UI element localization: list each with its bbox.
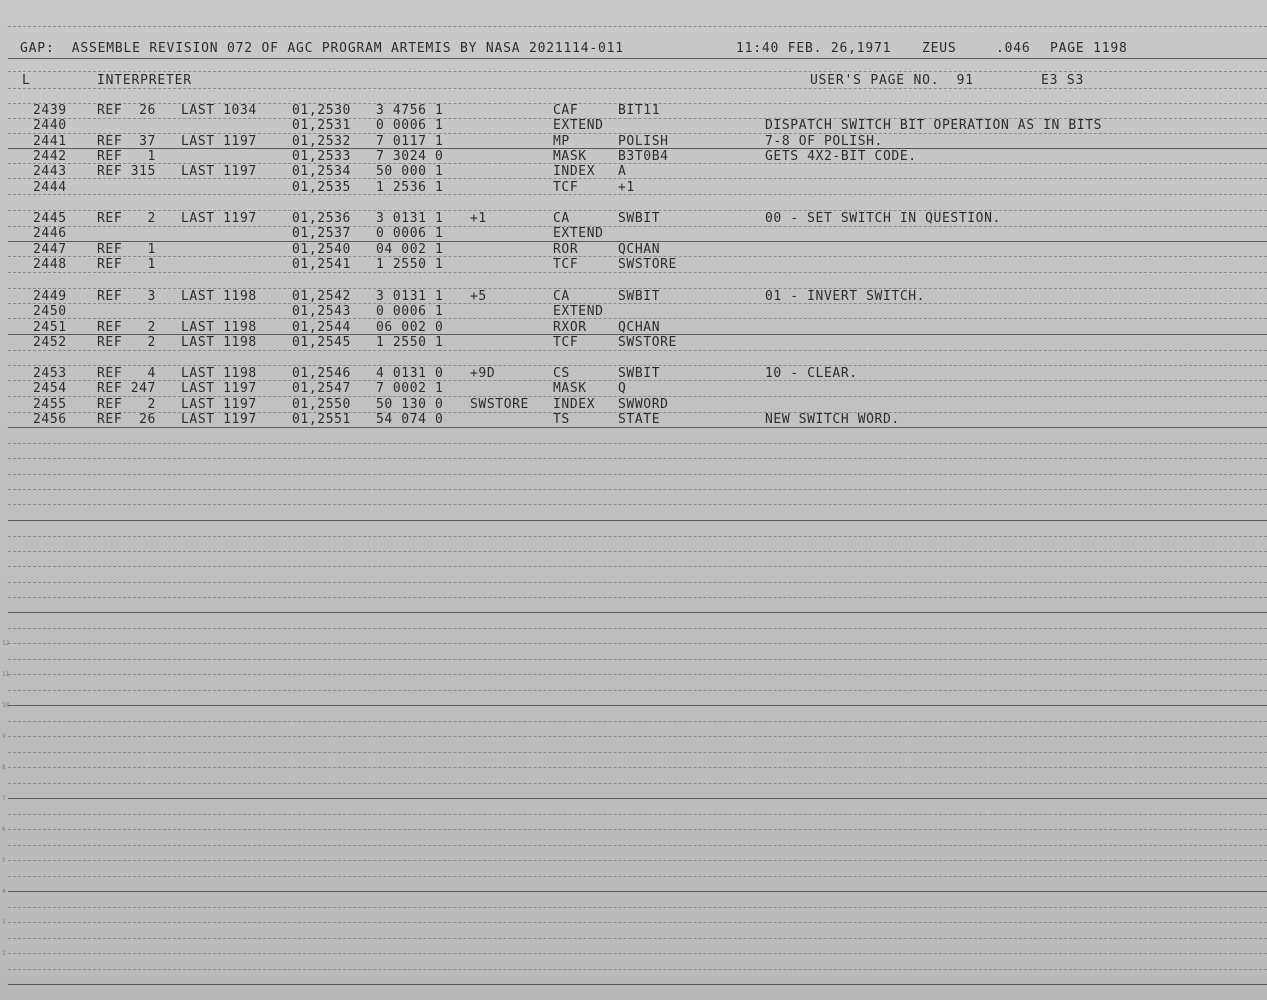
listing-opcode: ROR: [553, 241, 579, 257]
listing-last-ref: LAST 1034: [181, 103, 257, 118]
listing-label: +5: [470, 289, 487, 304]
listing-opcode: EXTEND: [553, 304, 604, 320]
ruled-line: [8, 659, 1267, 660]
ruled-line: [8, 597, 1267, 598]
listing-opcode: MP: [553, 133, 570, 149]
listing-operand: SWWORD: [618, 396, 669, 412]
listing-line-number: 2440: [33, 118, 67, 134]
listing-comment: GETS 4X2-BIT CODE.: [765, 148, 917, 164]
ruled-line: [8, 536, 1267, 537]
margin-tick: 9: [2, 733, 6, 740]
listing-address: 01,2541: [292, 256, 351, 272]
listing-last-ref: LAST 1197: [181, 164, 257, 180]
ruled-line: [8, 736, 1267, 737]
listing-last-ref: LAST 1198: [181, 319, 257, 335]
listing-opcode: INDEX: [553, 396, 596, 412]
header-run: .046: [996, 41, 1031, 56]
listing-ref-count: REF 26: [97, 411, 156, 427]
listing-last-ref: LAST 1198: [181, 366, 257, 381]
listing-operand: SWSTORE: [618, 256, 677, 272]
listing-octal-code: 3 0131 1: [376, 211, 444, 226]
header-system: ZEUS: [922, 41, 957, 56]
listing-operand: SWBIT: [618, 289, 661, 304]
header-page: PAGE 1198: [1050, 41, 1128, 56]
ruled-line: [8, 643, 1267, 644]
listing-address: 01,2550: [292, 396, 351, 412]
listing-opcode: CA: [553, 289, 570, 304]
listing-comment: 10 - CLEAR.: [765, 366, 858, 381]
listing-octal-code: 1 2536 1: [376, 179, 444, 195]
ruled-line: [8, 272, 1267, 273]
listing-address: 01,2537: [292, 226, 351, 242]
listing-ref-count: REF 1: [97, 256, 156, 272]
listing-line-number: 2450: [33, 304, 67, 320]
ruled-line: [8, 474, 1267, 475]
listing-last-ref: LAST 1198: [181, 289, 257, 304]
ruled-line: [8, 922, 1267, 923]
listing-ref-count: REF 315: [97, 164, 156, 180]
listing-operand: SWBIT: [618, 211, 661, 226]
ruled-line: [8, 520, 1267, 521]
listing-operand: Q: [618, 381, 627, 397]
listing-opcode: TS: [553, 411, 570, 427]
ruled-line: [8, 829, 1267, 830]
listing-line-number: 2456: [33, 411, 67, 427]
listing-line-number: 2455: [33, 396, 67, 412]
listing-octal-code: 0 0006 1: [376, 226, 444, 242]
ruled-line: [8, 504, 1267, 505]
listing-address: 01,2533: [292, 148, 351, 164]
listing-octal-code: 7 0002 1: [376, 381, 444, 397]
listing-operand: BIT11: [618, 103, 661, 118]
listing-line-number: 2447: [33, 241, 67, 257]
header-timestamp: 11:40 FEB. 26,1971: [736, 41, 892, 56]
listing-last-ref: LAST 1197: [181, 411, 257, 427]
margin-tick: 6: [2, 826, 6, 833]
ruled-line: [8, 860, 1267, 861]
margin-tick: 4: [2, 888, 6, 895]
listing-octal-code: 54 074 0: [376, 411, 444, 427]
ruled-line: [8, 845, 1267, 846]
listing-ref-count: REF 2: [97, 396, 156, 412]
listing-opcode: CS: [553, 366, 570, 381]
listing-line-number: 2441: [33, 133, 67, 149]
ruled-line: [8, 752, 1267, 753]
ruled-line: [8, 798, 1267, 799]
listing-line-number: 2448: [33, 256, 67, 272]
ruled-line: [8, 907, 1267, 908]
listing-comment: 01 - INVERT SWITCH.: [765, 289, 926, 304]
listing-operand: +1: [618, 179, 635, 195]
listing-opcode: CA: [553, 211, 570, 226]
listing-address: 01,2542: [292, 289, 351, 304]
ruled-line: [8, 612, 1267, 613]
listing-comment: NEW SWITCH WORD.: [765, 411, 900, 427]
listing-ref-count: REF 2: [97, 211, 156, 226]
ruled-line: [8, 628, 1267, 629]
ruled-line: [8, 674, 1267, 675]
listing-octal-code: 50 000 1: [376, 164, 444, 180]
listing-last-ref: LAST 1197: [181, 381, 257, 397]
listing-comment: DISPATCH SWITCH BIT OPERATION AS IN BITS: [765, 118, 1103, 134]
ruled-line: [8, 566, 1267, 567]
ruled-line: [8, 767, 1267, 768]
ruled-line: [8, 26, 1267, 27]
listing-line-number: 2452: [33, 334, 67, 350]
listing-address: 01,2535: [292, 179, 351, 195]
listing-opcode: RXOR: [553, 319, 587, 335]
listing-ref-count: REF 247: [97, 381, 156, 397]
ruled-line: [8, 876, 1267, 877]
listing-operand: STATE: [618, 411, 661, 427]
listing-operand: A: [618, 164, 627, 180]
listing-ref-count: REF 1: [97, 241, 156, 257]
listing-opcode: TCF: [553, 334, 579, 350]
listing-address: 01,2534: [292, 164, 351, 180]
listing-octal-code: 0 0006 1: [376, 118, 444, 134]
listing-ref-count: REF 3: [97, 289, 156, 304]
header-title: GAP: ASSEMBLE REVISION 072 OF AGC PROGRAM ARTEMIS BY NASA 2021114-011: [20, 41, 624, 56]
margin-tick: 7: [2, 795, 6, 802]
margin-tick: 10: [2, 702, 10, 709]
ruled-line: [8, 938, 1267, 939]
listing-octal-code: 06 002 0: [376, 319, 444, 335]
listing-line-number: 2454: [33, 381, 67, 397]
listing-address: 01,2530: [292, 103, 351, 118]
listing-opcode: TCF: [553, 179, 579, 195]
margin-tick: 12: [2, 640, 10, 647]
margin-tick: 8: [2, 764, 6, 771]
ruled-line: [8, 551, 1267, 552]
listing-octal-code: 4 0131 0: [376, 366, 444, 381]
listing-address: 01,2540: [292, 241, 351, 257]
listing-operand: SWSTORE: [618, 334, 677, 350]
listing-ref-count: REF 2: [97, 334, 156, 350]
listing-opcode: EXTEND: [553, 226, 604, 242]
listing-ref-count: REF 2: [97, 319, 156, 335]
ruled-line: [8, 427, 1267, 428]
ruled-line: [8, 969, 1267, 970]
ruled-line: [8, 814, 1267, 815]
listing-address: 01,2551: [292, 411, 351, 427]
listing-opcode: MASK: [553, 381, 587, 397]
listing-last-ref: LAST 1198: [181, 334, 257, 350]
ruled-line: [8, 489, 1267, 490]
listing-octal-code: 50 130 0: [376, 396, 444, 412]
listing-operand: POLISH: [618, 133, 669, 149]
margin-tick: 11: [2, 671, 10, 678]
ruled-line: [8, 984, 1267, 985]
listing-octal-code: 1 2550 1: [376, 334, 444, 350]
ruled-line: [8, 582, 1267, 583]
listing-label: +1: [470, 211, 487, 226]
listing-ref-count: REF 26: [97, 103, 156, 118]
listing-operand: SWBIT: [618, 366, 661, 381]
ruled-line: [8, 194, 1267, 195]
listing-line-number: 2451: [33, 319, 67, 335]
ruled-line: [8, 350, 1267, 351]
listing-line-number: 2445: [33, 211, 67, 226]
ruled-line: [8, 690, 1267, 691]
listing-address: 01,2545: [292, 334, 351, 350]
ruled-line: [8, 721, 1267, 722]
listing-octal-code: 04 002 1: [376, 241, 444, 257]
listing-opcode: MASK: [553, 148, 587, 164]
ruled-line: [8, 88, 1267, 89]
listing-line-number: 2439: [33, 103, 67, 118]
listing-line-number: 2442: [33, 148, 67, 164]
listing-opcode: EXTEND: [553, 118, 604, 134]
listing-label: +9D: [470, 366, 496, 381]
listing-line-number: 2446: [33, 226, 67, 242]
listing-comment: 7-8 OF POLISH.: [765, 133, 883, 149]
listing-address: 01,2532: [292, 133, 351, 149]
listing-opcode: TCF: [553, 256, 579, 272]
ruled-line: [8, 58, 1267, 59]
listing-octal-code: 3 0131 1: [376, 289, 444, 304]
header-section: INTERPRETER: [97, 73, 192, 88]
header-column-l: L: [22, 73, 31, 88]
listing-address: 01,2543: [292, 304, 351, 320]
header-users-page: USER'S PAGE NO. 91: [810, 73, 974, 88]
listing-octal-code: 0 0006 1: [376, 304, 444, 320]
listing-last-ref: LAST 1197: [181, 133, 257, 149]
listing-address: 01,2547: [292, 381, 351, 397]
listing-operand: QCHAN: [618, 319, 661, 335]
listing-octal-code: 3 4756 1: [376, 103, 444, 118]
listing-operand: QCHAN: [618, 241, 661, 257]
ruled-line: [8, 705, 1267, 706]
listing-ref-count: REF 37: [97, 133, 156, 149]
listing-ref-count: REF 4: [97, 366, 156, 381]
listing-comment: 00 - SET SWITCH IN QUESTION.: [765, 211, 1001, 226]
margin-tick: 5: [2, 857, 6, 864]
listing-last-ref: LAST 1197: [181, 396, 257, 412]
listing-octal-code: 7 0117 1: [376, 133, 444, 149]
listing-label: SWSTORE: [470, 396, 529, 412]
ruled-line: [8, 953, 1267, 954]
listing-line-number: 2453: [33, 366, 67, 381]
margin-tick: 2: [2, 950, 6, 957]
margin-tick: 3: [2, 919, 6, 926]
listing-line-number: 2443: [33, 164, 67, 180]
ruled-line: [8, 783, 1267, 784]
listing-octal-code: 1 2550 1: [376, 256, 444, 272]
listing-line-number: 2449: [33, 289, 67, 304]
ruled-line: [8, 71, 1267, 72]
ruled-line: [8, 891, 1267, 892]
listing-line-number: 2444: [33, 179, 67, 195]
listing-opcode: INDEX: [553, 164, 596, 180]
ruled-line: [8, 443, 1267, 444]
listing-opcode: CAF: [553, 103, 579, 118]
listing-address: 01,2546: [292, 366, 351, 381]
ruled-line: [8, 458, 1267, 459]
listing-operand: B3T0B4: [618, 148, 669, 164]
listing-octal-code: 7 3024 0: [376, 148, 444, 164]
ruled-line: [8, 226, 1267, 227]
listing-last-ref: LAST 1197: [181, 211, 257, 226]
header-code: E3 S3: [1041, 73, 1085, 88]
listing-address: 01,2531: [292, 118, 351, 134]
listing-ref-count: REF 1: [97, 148, 156, 164]
listing-address: 01,2536: [292, 211, 351, 226]
listing-address: 01,2544: [292, 319, 351, 335]
